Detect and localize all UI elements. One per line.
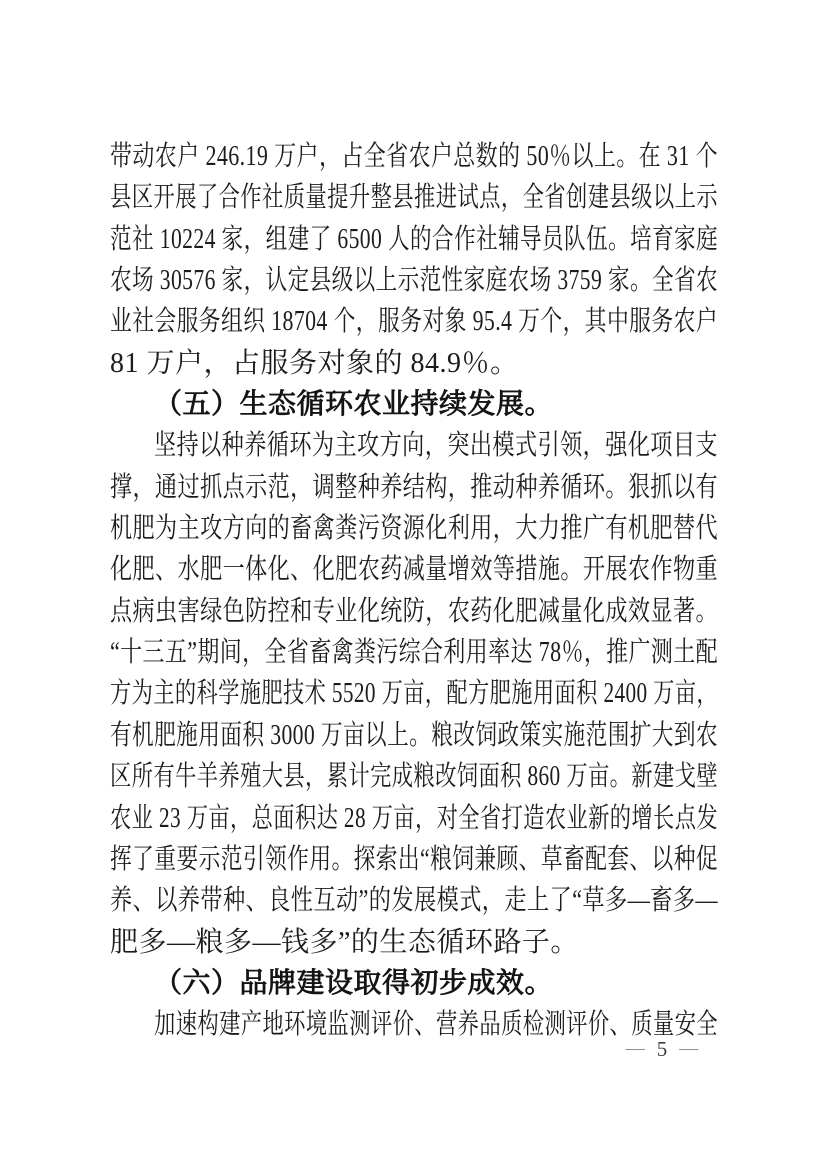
text-line (110, 715, 718, 756)
line-text: 方为主的科学施肥技术 5520 万亩，配方肥施用面积 2400 万亩， (110, 678, 718, 710)
text-line (110, 922, 718, 963)
text-line (110, 756, 718, 797)
line-text: 加速构建产地环境监测评价、营养品质检测评价、质量安全 (154, 1009, 718, 1041)
text-line (110, 425, 718, 466)
line-text: 农场 30576 家，认定县级以上示范性家庭农场 3759 家。全省农 (110, 265, 718, 297)
text-line (110, 591, 718, 632)
line-text: 县区开展了合作社质量提升整县推进试点，全省创建县级以上示 (110, 182, 718, 214)
text-line (110, 260, 718, 301)
line-text: （六）品牌建设取得初步成效。 (154, 967, 554, 999)
text-line (110, 880, 718, 921)
text-line (110, 549, 718, 590)
section-heading-line (110, 963, 718, 1004)
line-text: （五）生态循环农业持续发展。 (154, 389, 554, 421)
text-line (110, 632, 718, 673)
text-line (110, 219, 718, 260)
line-text: 肥多—粮多—钱多”的生态循环路子。 (110, 926, 579, 958)
line-text: 有机肥施用面积 3000 万亩以上。粮改饲政策实施范围扩大到农 (110, 719, 718, 751)
section-heading-line (110, 384, 718, 425)
line-text: 点病虫害绿色防控和专业化统防，农药化肥减量化成效显著。 (110, 595, 718, 627)
line-text: 81 万户，占服务对象的 84.9％。 (110, 347, 519, 379)
line-text: 化肥、水肥一体化、化肥农药减量增效等措施。开展农作物重 (110, 554, 718, 586)
text-line (110, 343, 718, 384)
line-text: 撑，通过抓点示范，调整种养结构，推动种养循环。狠抓以有 (110, 471, 718, 503)
line-text: 坚持以种养循环为主攻方向，突出模式引领，强化项目支 (154, 430, 718, 462)
text-line (110, 508, 718, 549)
text-line (110, 798, 718, 839)
text-line (110, 673, 718, 714)
page-footer (612, 1036, 712, 1062)
footer-right-dash: — (679, 1038, 699, 1059)
text-line (110, 839, 718, 880)
line-text: 挥了重要示范引领作用。探索出“粮饲兼顾、草畜配套、以种促 (110, 843, 718, 875)
line-text: 养、以养带种、良性互动”的发展模式，走上了“草多—畜多— (110, 885, 718, 917)
text-block (110, 136, 718, 1046)
line-text: 区所有牛羊养殖大县，累计完成粮改饲面积 860 万亩。新建戈壁 (110, 761, 718, 793)
text-line (110, 301, 718, 342)
text-line (110, 177, 718, 218)
line-text: 机肥为主攻方向的畜禽粪污资源化利用，大力推广有机肥替代 (110, 513, 718, 545)
line-text: 农业 23 万亩，总面积达 28 万亩，对全省打造农业新的增长点发 (110, 802, 718, 834)
text-line (110, 467, 718, 508)
text-line (110, 136, 718, 177)
footer-left-dash: — (625, 1038, 645, 1059)
line-text: 带动农户 246.19 万户，占全省农户总数的 50％以上。在 31 个 (110, 141, 718, 172)
line-text: “十三五”期间，全省畜禽粪污综合利用率达 78％，推广测土配 (110, 637, 718, 669)
line-text: 业社会服务组织 18704 个，服务对象 95.4 万个，其中服务农户 (110, 306, 718, 338)
page-number: 5 (656, 1037, 668, 1061)
line-text: 范社 10224 家，组建了 6500 人的合作社辅导员队伍。培育家庭 (110, 223, 718, 255)
